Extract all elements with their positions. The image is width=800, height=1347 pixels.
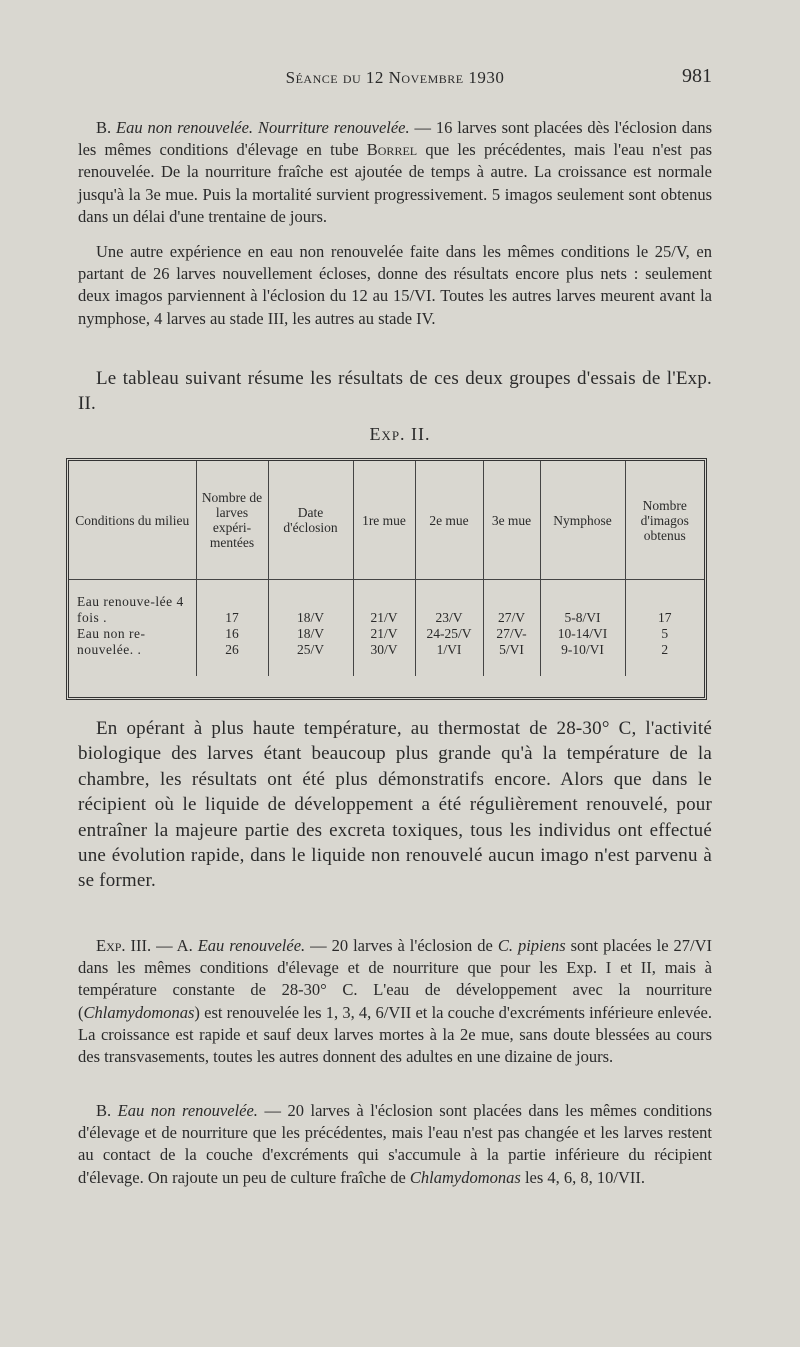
col-header-1re-mue: 1re mue — [353, 461, 415, 580]
table-cell: 18/V — [268, 594, 353, 626]
header-title: Séance du 12 Novembre 1930 — [285, 68, 505, 87]
author-name: Borrel — [366, 140, 418, 160]
table-row — [69, 626, 704, 658]
paragraph-b-eau-non-renouvelee — [78, 117, 712, 228]
table-cell: 1/VI — [436, 641, 462, 657]
running-header — [78, 65, 712, 94]
section-label: B. — [96, 1101, 112, 1120]
table-cell: 18/V — [297, 625, 324, 641]
section-label: Exp. III. — A. — [96, 936, 193, 955]
col-header-date-eclosion: Date d'éclosion — [268, 461, 353, 580]
paragraph-text: sont placées le 27/VI dans les mêmes conditions d'élevage et de nourriture que pour les Exp. I et II, mais à température constante de 28-30° C. L'eau de développement avec la nourriture ( — [78, 936, 712, 1022]
paragraph-text: les 4, 6, 8, 10/VII. — [520, 1167, 646, 1187]
paragraph-text: ) est renouvelée les 1, 3, 4, 6/VII et la couche d'excréments inférieure enlevée. La croissance est rapide et sauf deux larves mortes à la 2e mue, sans doute blessées au cours des transvasements, toutes les autres donnent des adultes en une dizaine de jours. — [78, 1002, 712, 1067]
col-header-nombre-larves: Nombre de larves expéri-mentées — [196, 461, 268, 580]
table-cell: 5-8/VI — [540, 594, 625, 626]
genus-name: Chlamydomonas — [409, 1167, 521, 1187]
table-header-row — [69, 461, 704, 580]
section-heading: Eau non renouvelée. Nourriture renouvelée. — [116, 118, 410, 137]
table-cell: 9-10/VI — [561, 641, 604, 657]
table-cell: 10-14/VI — [557, 625, 608, 641]
paragraph-tableau-intro: Le tableau suivant résume les résultats de ces deux groupes d'essais de l'Exp. II. — [78, 368, 712, 415]
table-cell: 17 — [658, 609, 672, 625]
species-name: C. pipiens — [497, 936, 566, 955]
paragraph-text: — 16 larves sont placées dès l'éclosion dans les mêmes conditions d'élevage en tube — [78, 118, 713, 160]
table-cell: 25/V — [297, 641, 324, 657]
table-cell: 21/V — [370, 625, 398, 641]
table-cell: 17 — [196, 594, 268, 626]
table-cell: 26 — [225, 641, 239, 657]
paragraph-autre-experience: Une autre expérience en eau non renouvelée faite dans les mêmes conditions le 25/V, en partant de 26 larves nouvellement écloses, donne des résultats encore plus nets : seulement deux imagos parviennent à l'éclosion du 12 au 15/VI. Toutes les autres larves meurent avant la nymphose, 4 larves au stade III, les autres au stade IV. — [78, 242, 712, 328]
table-cell: 21/V — [353, 594, 415, 626]
genus-name: Chlamydomonas — [83, 1002, 195, 1022]
results-table — [66, 458, 707, 700]
paragraph-haute-temperature: En opérant à plus haute température, au thermostat de 28-30° C, l'activité biologique des larves étant beaucoup plus grande qu'à la température de la chambre, les résultats ont été plus démonstratifs encore. Alors que dans le récipient où le liquide de développement a été régulièrement renouvelé, pour entraîner la majeure partie des excreta toxiques, tous les individus ont effectué une évolution rapide, dans le liquide non renouvelé aucun imago n'est parvenu à se former. — [78, 718, 712, 892]
col-header-conditions: Conditions du milieu — [69, 461, 196, 580]
paragraph-text: — 20 larves à l'éclosion sont placées dans les mêmes conditions d'élevage et de nourriture que les précédentes, mais l'eau n'est pas changée et les larves restent au contact de la couche d'excréments qui s'accumule à la partie inférieure du récipient d'élevage. On rajoute un peu de culture fraîche de — [78, 1101, 713, 1187]
col-header-3e-mue: 3e mue — [483, 461, 540, 580]
section-label: B. — [96, 118, 112, 137]
col-header-2e-mue: 2e mue — [415, 461, 483, 580]
condition-cell: Eau renouve-lée 4 fois . — [69, 594, 196, 626]
table-cell: 27/V- — [496, 625, 527, 641]
paragraph-exp-iii-a — [78, 935, 712, 1068]
table-cell: 24-25/V — [426, 625, 472, 641]
col-header-nymphose: Nymphose — [540, 461, 625, 580]
col-header-nombre-imagos: Nombre d'imagos obtenus — [625, 461, 704, 580]
paragraph-text: que les précédentes, mais l'eau n'est pas renouvelée. De la nourriture fraîche est ajoutée de temps à autre. La croissance est normale jusqu'à la 3e mue. Puis la mortalité survient progressivement. 5 imagos seulement sont obtenus dans un délai d'une trentaine de jours. — [78, 140, 712, 226]
table-row — [69, 594, 704, 626]
table-cell: 5/VI — [499, 641, 524, 657]
table-cell: 5 — [661, 625, 669, 641]
page-number: 981 — [682, 65, 712, 87]
paragraph-exp-iii-b — [78, 1100, 712, 1189]
section-heading: Eau non renouvelée. — [117, 1101, 258, 1120]
paragraph-text: — 20 larves à l'éclosion de — [305, 936, 498, 955]
condition-cell: Eau non re-nouvelée. . — [69, 626, 196, 658]
table-cell: 30/V — [370, 641, 398, 657]
table-cell: 27/V — [483, 594, 540, 626]
table-cell: 23/V — [415, 594, 483, 626]
table-cell: 2 — [661, 641, 669, 657]
section-heading: Eau renouvelée. — [197, 936, 306, 955]
table-cell: 16 — [225, 625, 239, 641]
table-caption: Exp. II. — [369, 424, 431, 444]
